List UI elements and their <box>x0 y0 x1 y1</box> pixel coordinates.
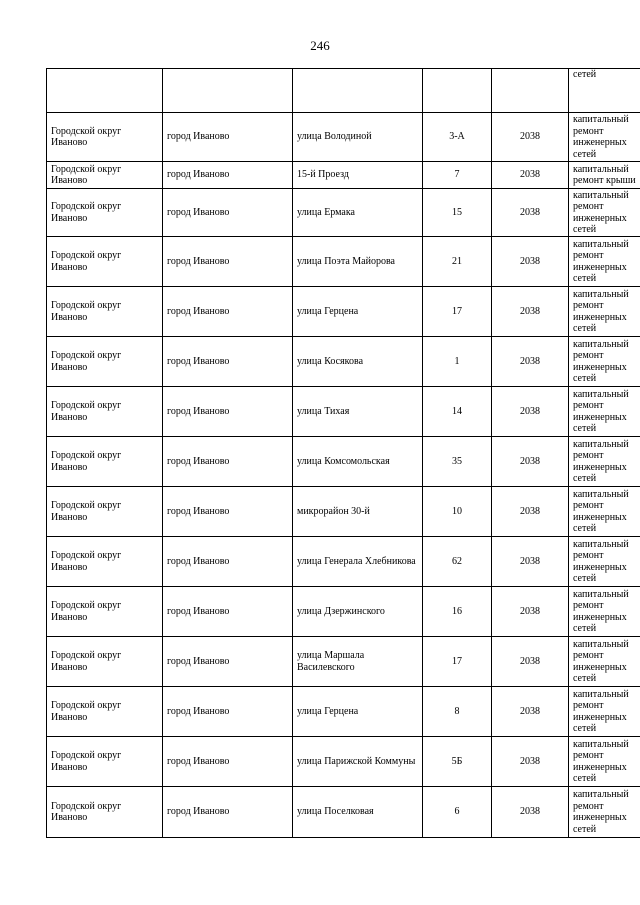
cell-work: капитальный ремонт инженерных сетей <box>569 337 640 387</box>
cell-locality: город Иваново <box>163 387 293 437</box>
table-row <box>47 687 640 737</box>
cell-street: улица Комсомольская <box>293 437 423 487</box>
table-row <box>47 537 640 587</box>
table-row <box>47 737 640 787</box>
table-row <box>47 387 640 437</box>
table-row <box>47 162 640 189</box>
cell-locality: город Иваново <box>163 787 293 838</box>
table-row <box>47 237 640 287</box>
cell-year: 2038 <box>492 387 569 437</box>
cell-locality: город Иваново <box>163 687 293 737</box>
cell-house: 62 <box>423 537 492 587</box>
cell-house: 21 <box>423 237 492 287</box>
cell-house <box>423 69 492 113</box>
cell-house: 8 <box>423 687 492 737</box>
cell-locality: город Иваново <box>163 587 293 637</box>
cell-street: улица Дзержинского <box>293 587 423 637</box>
cell-year: 2038 <box>492 587 569 637</box>
cell-street: улица Герцена <box>293 287 423 337</box>
cell-year: 2038 <box>492 437 569 487</box>
cell-year: 2038 <box>492 487 569 537</box>
cell-work: капитальный ремонт инженерных сетей <box>569 587 640 637</box>
cell-district: Городской округ Иваново <box>47 787 163 838</box>
cell-work: капитальный ремонт инженерных сетей <box>569 687 640 737</box>
cell-street: улица Поселковая <box>293 787 423 838</box>
cell-locality: город Иваново <box>163 437 293 487</box>
cell-district: Городской округ Иваново <box>47 687 163 737</box>
cell-street: улица Маршала Василевского <box>293 637 423 687</box>
cell-district <box>47 69 163 113</box>
table-row <box>47 189 640 237</box>
cell-house: 1 <box>423 337 492 387</box>
cell-work: сетей <box>569 69 640 113</box>
cell-street: улица Генерала Хлебникова <box>293 537 423 587</box>
cell-street: улица Тихая <box>293 387 423 437</box>
cell-district: Городской округ Иваново <box>47 162 163 189</box>
table-row <box>47 587 640 637</box>
cell-street: улица Парижской Коммуны <box>293 737 423 787</box>
cell-district: Городской округ Иваново <box>47 113 163 162</box>
cell-work: капитальный ремонт инженерных сетей <box>569 437 640 487</box>
cell-year: 2038 <box>492 737 569 787</box>
cell-locality: город Иваново <box>163 237 293 287</box>
cell-house: 14 <box>423 387 492 437</box>
cell-street: улица Ермака <box>293 189 423 237</box>
cell-year: 2038 <box>492 237 569 287</box>
cell-street: микрорайон 30-й <box>293 487 423 537</box>
cell-locality: город Иваново <box>163 162 293 189</box>
cell-year: 2038 <box>492 189 569 237</box>
cell-district: Городской округ Иваново <box>47 737 163 787</box>
table-row <box>47 637 640 687</box>
table-row <box>47 287 640 337</box>
cell-house: 16 <box>423 587 492 637</box>
cell-work: капитальный ремонт крыши <box>569 162 640 189</box>
cell-house: 17 <box>423 287 492 337</box>
cell-district: Городской округ Иваново <box>47 537 163 587</box>
cell-year: 2038 <box>492 287 569 337</box>
cell-house: 6 <box>423 787 492 838</box>
cell-house: 3-А <box>423 113 492 162</box>
cell-street: 15-й Проезд <box>293 162 423 189</box>
cell-year: 2038 <box>492 687 569 737</box>
cell-work: капитальный ремонт инженерных сетей <box>569 537 640 587</box>
cell-house: 15 <box>423 189 492 237</box>
cell-locality: город Иваново <box>163 487 293 537</box>
cell-year: 2038 <box>492 113 569 162</box>
cell-locality: город Иваново <box>163 737 293 787</box>
cell-street: улица Володиной <box>293 113 423 162</box>
cell-district: Городской округ Иваново <box>47 437 163 487</box>
cell-house: 5Б <box>423 737 492 787</box>
cell-street: улица Герцена <box>293 687 423 737</box>
cell-work: капитальный ремонт инженерных сетей <box>569 287 640 337</box>
cell-district: Городской округ Иваново <box>47 189 163 237</box>
cell-district: Городской округ Иваново <box>47 637 163 687</box>
cell-work: капитальный ремонт инженерных сетей <box>569 113 640 162</box>
cell-locality <box>163 69 293 113</box>
cell-work: капитальный ремонт инженерных сетей <box>569 237 640 287</box>
cell-district: Городской округ Иваново <box>47 387 163 437</box>
cell-work: капитальный ремонт инженерных сетей <box>569 189 640 237</box>
cell-year: 2038 <box>492 637 569 687</box>
cell-street: улица Поэта Майорова <box>293 237 423 287</box>
table-row <box>47 113 640 162</box>
cell-locality: город Иваново <box>163 537 293 587</box>
cell-work: капитальный ремонт инженерных сетей <box>569 387 640 437</box>
cell-district: Городской округ Иваново <box>47 487 163 537</box>
cell-house: 17 <box>423 637 492 687</box>
cell-year: 2038 <box>492 537 569 587</box>
cell-locality: город Иваново <box>163 113 293 162</box>
housing-repair-table <box>46 68 640 838</box>
cell-work: капитальный ремонт инженерных сетей <box>569 637 640 687</box>
cell-locality: город Иваново <box>163 337 293 387</box>
cell-year: 2038 <box>492 162 569 189</box>
table-row <box>47 337 640 387</box>
table-row-continued <box>47 69 640 113</box>
cell-work: капитальный ремонт инженерных сетей <box>569 487 640 537</box>
page-number: 246 <box>310 38 330 53</box>
cell-street: улица Косякова <box>293 337 423 387</box>
cell-district: Городской округ Иваново <box>47 337 163 387</box>
cell-street <box>293 69 423 113</box>
cell-year <box>492 69 569 113</box>
table-row <box>47 487 640 537</box>
cell-work: капитальный ремонт инженерных сетей <box>569 737 640 787</box>
cell-year: 2038 <box>492 787 569 838</box>
cell-work: капитальный ремонт инженерных сетей <box>569 787 640 838</box>
cell-year: 2038 <box>492 337 569 387</box>
cell-district: Городской округ Иваново <box>47 287 163 337</box>
cell-house: 10 <box>423 487 492 537</box>
cell-locality: город Иваново <box>163 637 293 687</box>
cell-house: 35 <box>423 437 492 487</box>
cell-locality: город Иваново <box>163 189 293 237</box>
table-body <box>47 69 640 838</box>
cell-house: 7 <box>423 162 492 189</box>
cell-locality: город Иваново <box>163 287 293 337</box>
cell-district: Городской округ Иваново <box>47 237 163 287</box>
cell-district: Городской округ Иваново <box>47 587 163 637</box>
table-row <box>47 437 640 487</box>
table-row <box>47 787 640 838</box>
